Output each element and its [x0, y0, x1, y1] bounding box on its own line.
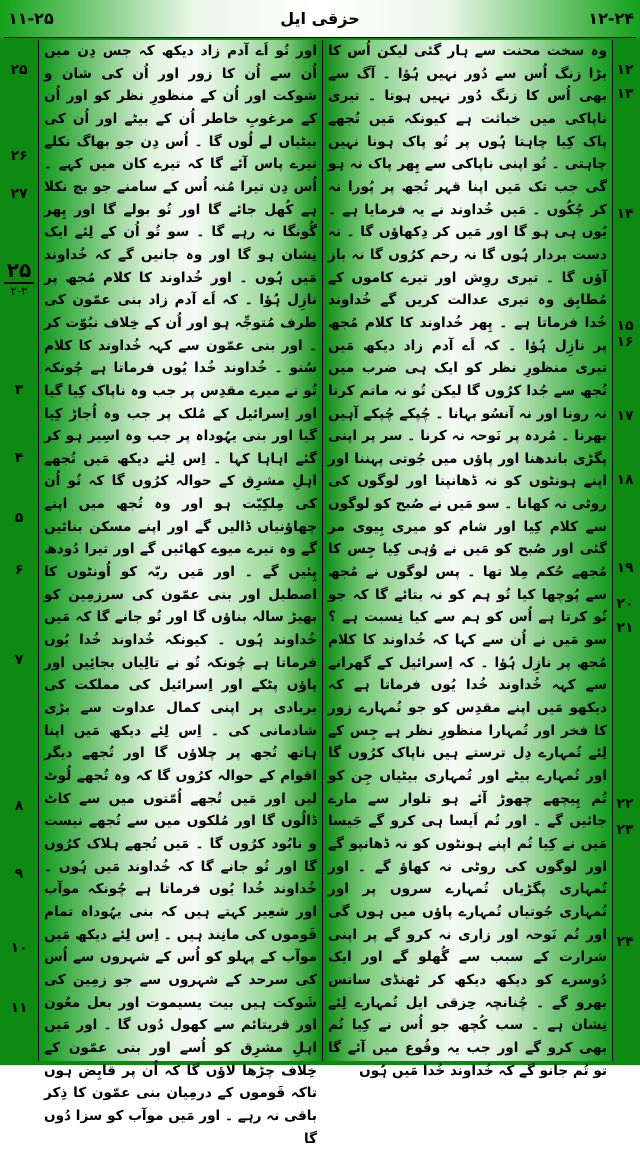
verse-number: ۶ — [14, 562, 24, 578]
verse-number: ۳ — [14, 382, 24, 398]
verse-number: ۱۸ — [616, 472, 634, 488]
verse-number: ۲۷ — [10, 186, 28, 202]
chapter-marker — [0, 258, 38, 298]
verse-number: ۸ — [14, 798, 24, 814]
verse-number: ۱۶ — [616, 334, 634, 350]
scripture-text: اور تُو اَے آدم زاد دیکھ کہ جس دِن میں اُن سے اُن کا زور اور اُن کی شان و شوکت اور اُن کے منظورِ نظر کو اور اُن کے مرغوبِ خاطر اُن کے بیٹے اور اُن کی بیٹیاں لے لُوں گا ۔ اُس دِن جو بھاگ نکلے تیرے پاس آئے گا کہ تیرے کان میں کہے ۔ اُس دِن تیرا مُنہ اُس کے سامنے جو بچ نکلا ہے کُھل جائے گا اور تُو بولے گا اور پِھر گُونگا نہ رہے گا ۔ سو تُو اُن کے لِئے ایک نِشان ہو گا اور وہ جانیں گے کہ خُداوند مَیں ہُوں ۔ اور خُداوند کا کلام مُجھ پر نازِل ہُؤا ۔ کہ اَے آدم زاد بنی عمّون کی طرف مُتوجِّہ ہو اور اُن کے خِلاف نبُوّت کر ۔ اور بنی عمّون سے کہہ خُداوند کا کلام سُنو ۔ خُداوند خُدا یُوں فرماتا ہے چُونکہ تُو نے میرے مقدِس پر جب وہ ناپاک کِیا گیا اور اِسرائیل کے مُلک پر جب وہ اُجاڑ کِیا گیا اور بنی یہُوداہ پر جب وہ اسِیر ہو کر گئے اہاہا کہا ۔ اِس لِئے دیکھ مَیں تُجھے اہلِ مشرِق کے حوالہ کرُوں گا کہ تُو اُن کی مِلکِیّت ہو اور وہ تُجھ میں اپنے چھاؤنیاں ڈالیں گے اور اپنے مسکن بنائیں گے وہ تیرے میوے کھائیں گے اور تیرا دُودھ پِئیں گے ۔ اور مَیں ربّہ کو اُونٹوں کا اصطبل اور بنی عمّون کی سرزمِین کو بھیڑ سالہ بناؤں گا اور تُو جانے گا کہ مَیں خُداوند ہُوں ۔ کیونکہ خُداوند خُدا یُوں فرماتا ہے چُونکہ تُو نے تالِیاں بجائِیں اور پاؤں پٹکے اور اِسرائیل کی مملکت کی بربادی پر اپنی کمال عداوت سے بڑی شادمانی کی ۔ اِس لِئے دیکھ مَیں اپنا ہاتھ تُجھ پر چلاؤں گا اور تُجھے دیگر اقوام کے حوالہ کرُوں گا کہ وہ تُجھے لُوٹ لیں اور مَیں تُجھے اُمّتوں میں سے کاٹ ڈالُوں گا اور مُلکوں میں سے تُجھے نیست و نابُود کرُوں گا ۔ مَیں تُجھے ہلاک کرُوں گا اور تُو جانے گا کہ خُداوند مَیں ہُوں ۔ خُداوند خُدا یُوں فرماتا ہے چُونکہ موآب اور شعِیر کہتے ہیں کہ بنی یہُوداہ تمام قَوموں کی مانِند ہیں ۔ اِس لِئے دیکھ مَیں موآب کے پہلو کو اُس کے شہروں سے اُس کی سرحد کے شہروں سے جو زمِین کی شَوکت ہیں بیت یسیموت اور بعل معُون اور قریتائم سے کھول دُوں گا ۔ اور مَیں اہلِ مشرِق کو اُسے اور بنی عمّون کے خِلاف چڑھا لاؤں گا کہ اُن پر قابِض ہوں تاکہ قَوموں کے درمِیان بنی عمّون کا ذِکر باقی نہ رہے ۔ اور مَیں موآب کو سزا دُوں گا — [44, 43, 317, 1147]
verse-number: ۲۱ — [616, 620, 634, 636]
verse-number: ۲۴ — [616, 934, 634, 950]
verse-number: ۴ — [14, 450, 24, 466]
chapter-verse-range: ۲-۲ — [10, 284, 28, 298]
page-header — [0, 0, 640, 38]
verse-number: ۱۲ — [616, 62, 634, 78]
left-text-column — [39, 40, 322, 1147]
verse-number: ۲۶ — [10, 148, 28, 164]
verse-number: ۱۴ — [616, 206, 634, 222]
header-left-reference: ۱۱-۲۵ — [8, 9, 54, 28]
header-right-reference: ۱۲-۲۴ — [588, 9, 634, 28]
column-divider — [612, 40, 613, 1061]
verse-number: ۱۱ — [10, 1000, 28, 1016]
verse-number: ۱۳ — [616, 86, 634, 102]
chapter-number: ۲۵ — [4, 258, 34, 284]
verse-number: ۲۳ — [616, 822, 634, 838]
verse-number: ۹ — [14, 866, 24, 882]
verse-number: ۱۹ — [616, 560, 634, 576]
verse-number: ۲۲ — [616, 796, 634, 812]
verse-number: ۱۰ — [10, 940, 28, 956]
verse-number: ۷ — [14, 652, 24, 668]
verse-number: ۱۷ — [616, 408, 634, 424]
verse-number: ۱۵ — [616, 318, 634, 334]
verse-number: ۵ — [14, 510, 24, 526]
scripture-text: وہ سخت محنت سے ہار گئی لیکن اُس کا بڑا زنگ اُس سے دُور نہیں ہُؤا ۔ آگ سے بھی اُس کا زنگ دُور نہیں ہوتا ۔ تیری ناپاکی میں خباثت ہے کیونکہ مَیں تُجھے پاک کِیا چاہتا ہُوں پر تُو پاک ہونا نہیں چاہتی ۔ تُو اپنی ناپاکی سے پِھر پاک نہ ہو گی جب تک مَیں اپنا قہر تُجھ پر پُورا نہ کر چُکُوں ۔ مَیں خُداوند نے یہ فرمایا ہے ۔ یُوں ہی ہو گا اور مَیں کر دِکھاؤں گا ۔ نہ دست بردار ہُوں گا نہ رحم کرُوں گا نہ باز آؤں گا ۔ تیری روِش اور تیرے کاموں کے مُطابِق وہ تیری عدالت کریں گے خُداوند خُدا فرماتا ہے ۔ پِھر خُداوند کا کلام مُجھ پر نازِل ہُؤا ۔ کہ اَے آدم زاد دیکھ مَیں تیری منظورِ نظر کو ایک ہی ضرب میں تُجھ سے جُدا کرُوں گا لیکن تُو نہ ماتم کرنا نہ رونا اور نہ آنسُو بہانا ۔ چُپکے چُپکے آہیں بھرنا ۔ مُردہ پر نَوحہ نہ کرنا ۔ سر پر اپنی پگڑی باندھنا اور پاؤں میں جُوتی پہننا اور اپنے ہونٹوں کو نہ ڈھانپنا اور لوگوں کی روٹی نہ کھانا ۔ سو مَیں نے صُبح کو لوگوں سے کلام کِیا اور شام کو میری بِیوی مر گئی اور صُبح کو مَیں نے وُہی کِیا جِس کا مُجھے حُکم مِلا تھا ۔ پس لوگوں نے مُجھ سے پُوچھا کیا تُو ہم کو نہ بتائے گا کہ جو تُو کرتا ہے اُس کو ہم سے کیا نِسبت ہے ؟ سو مَیں نے اُن سے کہا کہ خُداوند کا کلام مُجھ پر نازِل ہُؤا ۔ کہ اِسرائیل کے گھرانے سے کہہ خُداوند خُدا یُوں فرماتا ہے کہ دیکھو مَیں اپنے مقدِس کو جو تُمہارے زور کا فخر اور تُمہارا منظورِ نظر ہے جِس کے لِئے تُمہارے دِل ترستے ہیں ناپاک کرُوں گا اور تُمہارے بیٹے اور تُمہاری بیٹیاں جِن کو تُم پِیچھے چھوڑ آئے ہو تلوار سے مارے جائیں گے ۔ اور تُم اَیسا ہی کرو گے جَیسا مَیں نے کِیا تُم اپنے ہونٹوں کو نہ ڈھانپو گے اور لوگوں کی روٹی نہ کھاؤ گے ۔ اور تُمہاری پگڑیاں تُمہارے سروں پر اور تُمہاری جُوتیاں تُمہارے پاؤں میں ہوں گی اور تُم نَوحہ اور زاری نہ کرو گے پر اپنی شرارت کے سبب سے گُھلو گے اور ایک دُوسرے کو دیکھ دیکھ کر ٹھنڈی سانس بھرو گے ۔ چُنانچہ حِزقی ایل تُمہارے لِئے نِشان ہے ۔ سب کُچھ جو اُس نے کِیا تُم بھی کرو گے اور جب یہ وقُوع میں آئے گا تو تُم جانو گے کہ خُداوند خُدا مَیں ہُوں — [328, 43, 607, 1079]
verse-number: ۲۰ — [616, 596, 634, 612]
book-title: حزقی ایل — [280, 9, 360, 28]
right-text-column — [323, 40, 612, 1079]
verse-number: ۲۵ — [10, 62, 28, 78]
header-divider — [4, 37, 636, 38]
